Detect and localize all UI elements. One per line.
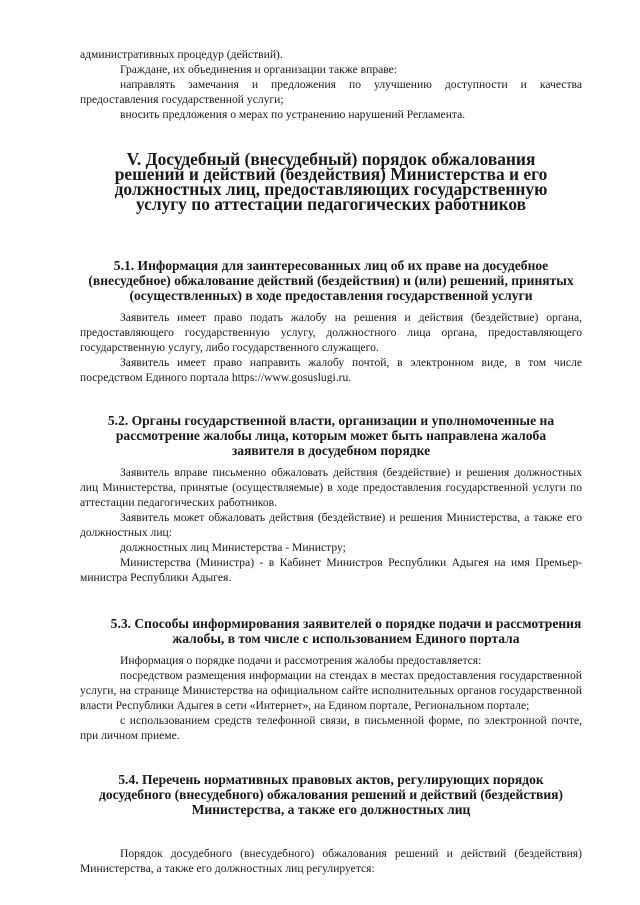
paragraph: Заявитель вправе письменно обжаловать действия (бездействие) и решения должностных лиц Министерства, принятые (осуществляемые) в ходе предоставления государственной услуги по аттестации педагогических работников. — [80, 466, 582, 509]
section-5-2-heading: 5.2. Органы государственной власти, организации и уполномоченные на рассмотрение жалобы лица, которым может быть направлена жалоба заявителя в досудебном порядке — [107, 413, 555, 458]
paragraph: Заявитель имеет право направить жалобу почтой, в электронном виде, в том числе посредством Единого портала https://www.gosuslugi.ru. — [80, 356, 582, 384]
section-5-3-heading: 5.3. Способы информирования заявителей о порядке подачи и рассмотрения жалобы, в том числе с использованием Единого портала — [110, 616, 582, 646]
paragraph: Информация о порядке подачи и рассмотрения жалобы предоставляется: — [120, 654, 482, 667]
paragraph: вносить предложения о мерах по устранению нарушений Регламента. — [120, 108, 466, 121]
section-5-1-heading: 5.1. Информация для заинтересованных лиц об их праве на досудебное (внесудебное) обжалование действий (бездействия) и (или) решений, принятых (осуществленных) в ходе предоставления государственной услуги — [88, 258, 574, 303]
paragraph: Заявитель может обжаловать действия (бездействие) и решения Министерства, а также его должностных лиц: — [80, 511, 582, 539]
paragraph: Граждане, их объединения и организации также вправе: — [120, 63, 398, 76]
paragraph: Министерства (Министра) - в Кабинет Министров Республики Адыгея на имя Премьер-министра Республики Адыгея. — [80, 556, 582, 584]
paragraph: с использованием средств телефонной связи, в письменной форме, по электронной почте, при личном приеме. — [80, 714, 582, 742]
paragraph: направлять замечания и предложения по улучшению доступности и качества предоставления государственной услуги; — [80, 78, 582, 106]
section-5-4-heading: 5.4. Перечень нормативных правовых актов, регулирующих порядок досудебного (внесудебного) обжалования решений и действий (бездействия) Министерства, а также его должностных лиц — [98, 772, 563, 817]
paragraph: должностных лиц Министерства - Министру; — [120, 541, 346, 554]
paragraph: Заявитель имеет право подать жалобу на решения и действия (бездействие) органа, предоставляющего государственную услугу, должностного лица органа, предоставляющего государственную услугу, либо государственного служащего. — [80, 311, 582, 354]
section-v-heading: V. Досудебный (внесудебный) порядок обжалования решений и действий (бездействия) Министерства и его должностных лиц, предоставляющих государственную услугу по аттестации педагогических работников — [114, 149, 548, 214]
paragraph: Порядок досудебного (внесудебного) обжалования решений и действий (бездействия) Министерства, а также его должностных лиц регулируется: — [80, 847, 582, 875]
paragraph: посредством размещения информации на стендах в местах предоставления государственной услуги, на странице Министерства на официальном сайте исполнительных органов государственной власти Республики Адыгея в сети «Интернет», на Едином портале, Региональном портале; — [80, 669, 582, 712]
paragraph: административных процедур (действий). — [80, 48, 283, 61]
